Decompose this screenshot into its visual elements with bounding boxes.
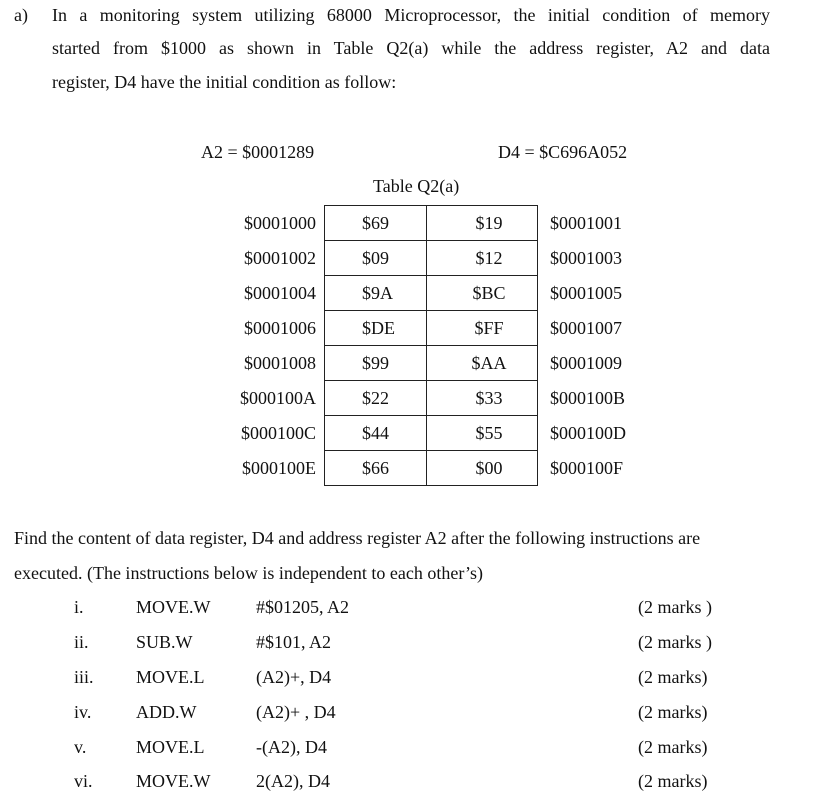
cell-byte-hi: $99 bbox=[325, 346, 427, 381]
instruction-opcode: MOVE.L bbox=[136, 737, 205, 757]
instruction-operand: 2(A2), D4 bbox=[256, 771, 330, 791]
table-row bbox=[216, 276, 670, 311]
cell-addr-even: $000100E bbox=[242, 457, 316, 478]
instruction-marks: (2 marks ) bbox=[638, 597, 712, 617]
memory-table bbox=[216, 205, 670, 486]
prompt-line-2: executed. (The instructions below is independent to each other’s) bbox=[14, 563, 484, 583]
instruction-operand: #$01205, A2 bbox=[256, 597, 350, 617]
cell-addr-odd: $0001009 bbox=[550, 352, 622, 373]
cell-addr-odd: $0001007 bbox=[550, 317, 622, 338]
instruction-opcode: MOVE.L bbox=[136, 667, 205, 687]
table-row bbox=[216, 381, 670, 416]
cell-addr-even: $0001004 bbox=[244, 282, 316, 303]
table-row bbox=[216, 206, 670, 241]
instruction-number: vi. bbox=[74, 771, 93, 791]
cell-byte-lo: $00 bbox=[427, 451, 538, 486]
question-line-3: register, D4 have the initial condition as follow: bbox=[52, 72, 397, 92]
cell-byte-lo: $BC bbox=[427, 276, 538, 311]
table-row bbox=[216, 451, 670, 486]
cell-byte-hi: $22 bbox=[325, 381, 427, 416]
instruction-number: v. bbox=[74, 737, 87, 757]
table-row bbox=[216, 346, 670, 381]
instruction-operand: -(A2), D4 bbox=[256, 737, 327, 757]
instruction-operand: (A2)+ , D4 bbox=[256, 702, 336, 722]
cell-byte-hi: $69 bbox=[325, 206, 427, 241]
table-row bbox=[216, 241, 670, 276]
instruction-number: iv. bbox=[74, 702, 92, 722]
instruction-marks: (2 marks) bbox=[638, 667, 708, 687]
cell-byte-hi: $66 bbox=[325, 451, 427, 486]
instruction-number: i. bbox=[74, 597, 84, 617]
instruction-marks: (2 marks) bbox=[638, 771, 708, 791]
cell-addr-even: $0001008 bbox=[244, 352, 316, 373]
cell-byte-lo: $33 bbox=[427, 381, 538, 416]
table-row bbox=[216, 416, 670, 451]
cell-byte-hi: $09 bbox=[325, 241, 427, 276]
cell-addr-odd: $000100F bbox=[550, 457, 624, 478]
instruction-operand: #$101, A2 bbox=[256, 632, 332, 652]
cell-byte-lo: $55 bbox=[427, 416, 538, 451]
instruction-opcode: MOVE.W bbox=[136, 597, 211, 617]
cell-byte-hi: $9A bbox=[325, 276, 427, 311]
cell-addr-even: $0001000 bbox=[244, 212, 316, 233]
cell-byte-lo: $19 bbox=[427, 206, 538, 241]
instruction-marks: (2 marks ) bbox=[638, 632, 712, 652]
question-label: a) bbox=[14, 5, 28, 25]
question-line-2: started from $1000 as shown in Table Q2(a) while the address register, A2 and data bbox=[52, 38, 770, 58]
table-row bbox=[216, 311, 670, 346]
instruction-opcode: SUB.W bbox=[136, 632, 193, 652]
instruction-opcode: MOVE.W bbox=[136, 771, 211, 791]
cell-addr-odd: $000100B bbox=[550, 387, 626, 408]
cell-addr-even: $000100A bbox=[240, 387, 316, 408]
prompt-line-1: Find the content of data register, D4 and address register A2 after the following instructions are bbox=[14, 528, 701, 548]
cell-byte-hi: $DE bbox=[325, 311, 427, 346]
cell-addr-even: $0001002 bbox=[244, 247, 316, 268]
cell-addr-even: $000100C bbox=[240, 422, 316, 443]
instruction-marks: (2 marks) bbox=[638, 737, 708, 757]
cell-addr-odd: $0001005 bbox=[550, 282, 622, 303]
instruction-operand: (A2)+, D4 bbox=[256, 667, 332, 687]
cell-byte-lo: $12 bbox=[427, 241, 538, 276]
cell-addr-odd: $000100D bbox=[550, 422, 626, 443]
instruction-opcode: ADD.W bbox=[136, 702, 197, 722]
cell-byte-lo: $FF bbox=[427, 311, 538, 346]
register-a2: A2 = $0001289 bbox=[201, 142, 315, 162]
cell-addr-odd: $0001003 bbox=[550, 247, 622, 268]
instruction-marks: (2 marks) bbox=[638, 702, 708, 722]
instruction-number: ii. bbox=[74, 632, 89, 652]
question-line-1: In a monitoring system utilizing 68000 Microprocessor, the initial condition of memory bbox=[52, 5, 770, 25]
instruction-number: iii. bbox=[74, 667, 94, 687]
cell-addr-even: $0001006 bbox=[244, 317, 316, 338]
table-caption: Table Q2(a) bbox=[373, 176, 460, 196]
cell-byte-hi: $44 bbox=[325, 416, 427, 451]
cell-addr-odd: $0001001 bbox=[550, 212, 622, 233]
register-d4: D4 = $C696A052 bbox=[498, 142, 628, 162]
cell-byte-lo: $AA bbox=[427, 346, 538, 381]
